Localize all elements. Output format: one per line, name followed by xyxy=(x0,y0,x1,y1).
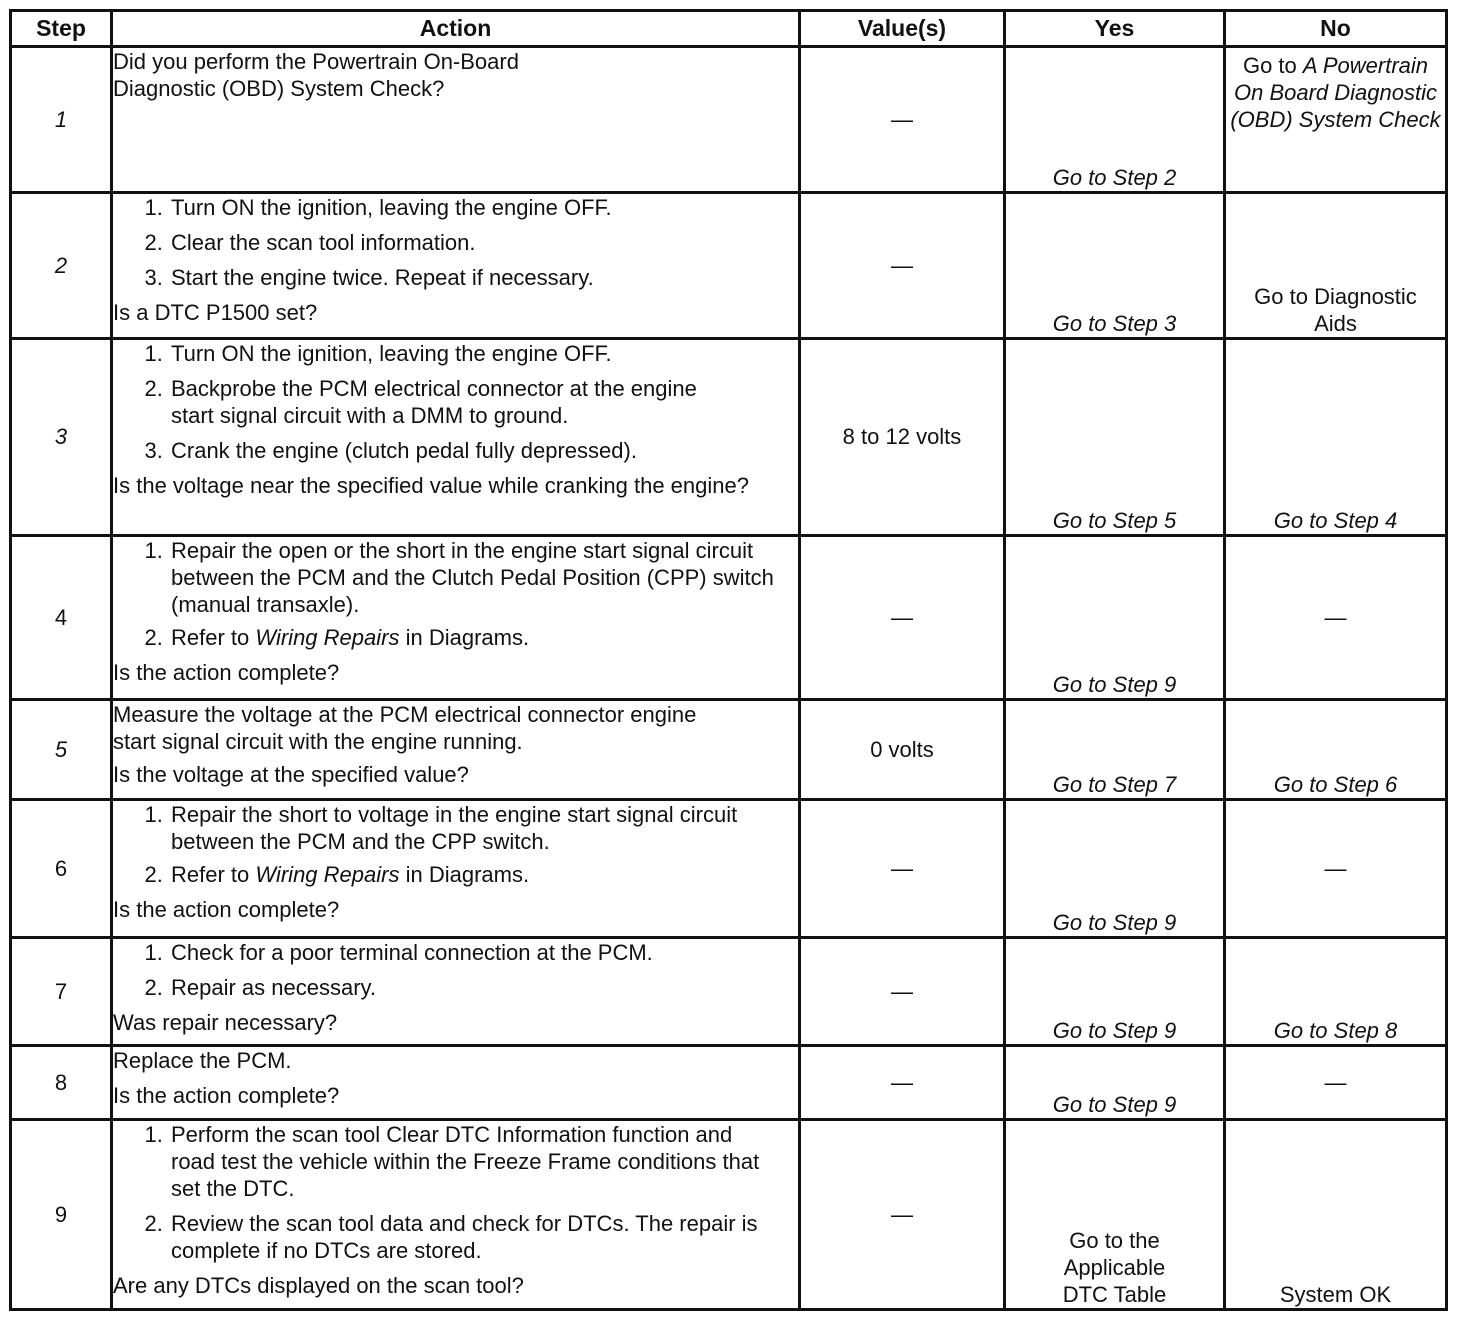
action-step: 2. Review the scan tool data and check for DTCs. The repair is complete if no DTCs are stored. xyxy=(169,1210,798,1264)
value-cell: — xyxy=(800,1120,1005,1310)
wiring-repairs-ref: Wiring Repairs xyxy=(255,862,400,887)
action-step: 1. Perform the scan tool Clear DTC Information function and road test the vehicle within the Freeze Frame conditions that set the DTC. xyxy=(169,1121,798,1202)
value-cell: 0 volts xyxy=(800,700,1005,800)
action-step: 1. Turn ON the ignition, leaving the engine OFF. xyxy=(169,194,798,221)
action-intro: Replace the PCM. xyxy=(113,1048,292,1073)
refer-tail: in Diagrams. xyxy=(405,862,530,887)
no-cell: Go to Step 8 xyxy=(1225,938,1447,1046)
action-cell xyxy=(112,800,800,938)
action-step xyxy=(169,861,798,888)
value-cell: — xyxy=(800,47,1005,193)
action-question: Are any DTCs displayed on the scan tool? xyxy=(113,1273,524,1298)
action-step: 2. Clear the scan tool information. xyxy=(169,229,798,256)
refer-tail: in Diagrams. xyxy=(405,625,530,650)
table-row xyxy=(11,700,1447,800)
action-question: Is the action complete? xyxy=(113,897,340,922)
step-number: 3 xyxy=(11,339,112,536)
header-no: No xyxy=(1225,11,1447,47)
action-step: 1. Check for a poor terminal connection at the PCM. xyxy=(169,939,798,966)
action-cell xyxy=(112,938,800,1046)
action-question: Is the voltage at the specified value? xyxy=(113,762,469,787)
action-cell xyxy=(112,1046,800,1120)
yes-cell: Go to Step 9 xyxy=(1005,536,1225,700)
action-step: 2. Repair as necessary. xyxy=(169,974,798,1001)
table-row xyxy=(11,800,1447,938)
action-step: 2. Backprobe the PCM electrical connector at the engine start signal circuit with a DMM to ground. xyxy=(169,375,798,429)
yes-cell: Go to Step 9 xyxy=(1005,938,1225,1046)
table-row xyxy=(11,193,1447,339)
step-number: 9 xyxy=(11,1120,112,1310)
refer-text: Refer to xyxy=(171,862,250,887)
step-number: 8 xyxy=(11,1046,112,1120)
wiring-repairs-ref: Wiring Repairs xyxy=(255,625,400,650)
action-steps xyxy=(113,939,798,1001)
header-row xyxy=(11,11,1447,47)
value-cell: — xyxy=(800,938,1005,1046)
action-cell xyxy=(112,1120,800,1310)
step-number: 7 xyxy=(11,938,112,1046)
header-yes: Yes xyxy=(1005,11,1225,47)
header-values: Value(s) xyxy=(800,11,1005,47)
no-prefix: Go to xyxy=(1242,53,1297,78)
step-number: 1 xyxy=(11,47,112,193)
table-row xyxy=(11,938,1447,1046)
diagnostic-table xyxy=(9,9,1448,1311)
step-number: 2 xyxy=(11,193,112,339)
action-cell xyxy=(112,193,800,339)
value-cell: — xyxy=(800,193,1005,339)
table-row xyxy=(11,1046,1447,1120)
action-cell xyxy=(112,339,800,536)
action-question: Was repair necessary? xyxy=(113,1010,338,1035)
value-cell: — xyxy=(800,1046,1005,1120)
value-cell: 8 to 12 volts xyxy=(800,339,1005,536)
yes-text: Go to the Applicable DTC Table xyxy=(1062,1228,1167,1307)
action-steps xyxy=(113,1121,798,1264)
no-cell: — xyxy=(1225,536,1447,700)
action-cell xyxy=(112,536,800,700)
action-question: Is a DTC P1500 set? xyxy=(113,300,318,325)
header-step: Step xyxy=(11,11,112,47)
yes-cell: Go to Step 5 xyxy=(1005,339,1225,536)
yes-cell: Go to Step 3 xyxy=(1005,193,1225,339)
no-text: Go to Diagnostic Aids xyxy=(1254,284,1417,336)
yes-cell xyxy=(1005,1120,1225,1310)
step-number: 4 xyxy=(11,536,112,700)
action-cell xyxy=(112,700,800,800)
table-row xyxy=(11,1120,1447,1310)
value-cell: — xyxy=(800,800,1005,938)
action-steps xyxy=(113,801,798,888)
action-intro: Measure the voltage at the PCM electrical connector engine start signal circuit with the engine running. xyxy=(113,702,697,754)
table-row xyxy=(11,339,1447,536)
header-action: Action xyxy=(112,11,800,47)
action-steps xyxy=(113,340,798,464)
no-cell: — xyxy=(1225,1046,1447,1120)
action-step: 3. Crank the engine (clutch pedal fully depressed). xyxy=(169,437,798,464)
no-cell: Go to Step 4 xyxy=(1225,339,1447,536)
action-steps xyxy=(113,194,798,291)
no-cell xyxy=(1225,193,1447,339)
action-question: Is the action complete? xyxy=(113,660,340,685)
table-row xyxy=(11,47,1447,193)
action-step: 1. Repair the open or the short in the engine start signal circuit between the PCM and the Clutch Pedal Position (CPP) switch (manual transaxle). xyxy=(169,537,798,618)
yes-cell: Go to Step 2 xyxy=(1005,47,1225,193)
step-number: 6 xyxy=(11,800,112,938)
no-cell: — xyxy=(1225,800,1447,938)
value-cell: — xyxy=(800,536,1005,700)
refer-text: Refer to xyxy=(171,625,250,650)
action-question: Is the voltage near the specified value while cranking the engine? xyxy=(113,473,749,498)
action-intro: Did you perform the Powertrain On-Board Diagnostic (OBD) System Check? xyxy=(113,49,519,101)
action-steps xyxy=(113,537,798,651)
no-cell xyxy=(1225,47,1447,193)
action-cell xyxy=(112,47,800,193)
table-row xyxy=(11,536,1447,700)
no-link: A Powertrain On Board Diagnostic (OBD) System Check xyxy=(1230,53,1441,132)
action-step: 1. Repair the short to voltage in the engine start signal circuit between the PCM and the CPP switch. xyxy=(169,801,798,855)
action-step: 3. Start the engine twice. Repeat if necessary. xyxy=(169,264,798,291)
yes-cell: Go to Step 9 xyxy=(1005,800,1225,938)
action-step: 1. Turn ON the ignition, leaving the engine OFF. xyxy=(169,340,798,367)
yes-cell: Go to Step 7 xyxy=(1005,700,1225,800)
action-step xyxy=(169,624,798,651)
step-number: 5 xyxy=(11,700,112,800)
action-question: Is the action complete? xyxy=(113,1083,340,1108)
no-cell: Go to Step 6 xyxy=(1225,700,1447,800)
no-cell: System OK xyxy=(1225,1120,1447,1310)
yes-cell: Go to Step 9 xyxy=(1005,1046,1225,1120)
